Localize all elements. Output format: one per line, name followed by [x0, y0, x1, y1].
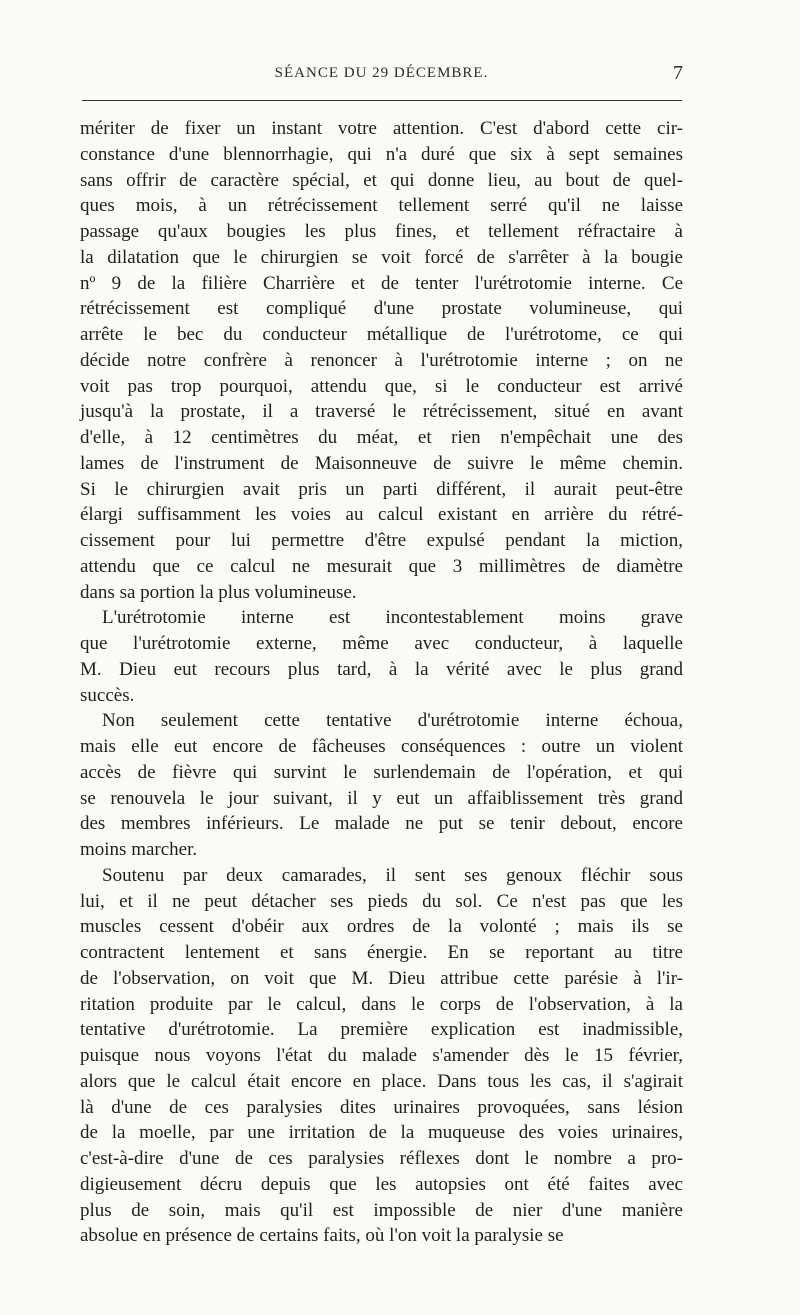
running-title: SÉANCE DU 29 DÉCEMBRE.: [274, 65, 489, 81]
header-rule: [82, 100, 682, 101]
text-line: que l'urétrotomie externe, même avec conducteur, à laquelle: [80, 633, 683, 654]
text-line: décide notre confrère à renoncer à l'urétrotomie interne ; on ne: [80, 349, 683, 371]
text-line: constance d'une blennorrhagie, qui n'a duré que six à sept semaines: [80, 143, 683, 165]
text-line: la dilatation que le chirurgien se voit forcé de s'arrêter à la bougie: [80, 246, 683, 268]
text-line: lames de l'instrument de Maisonneuve de suivre le même chemin.: [80, 452, 683, 474]
text-line: contractent lentement et sans énergie. En se reportant au titre: [80, 942, 683, 963]
text-line: succès.: [80, 684, 135, 706]
text-line: plus de soin, mais qu'il est impossible de nier d'une manière: [80, 1199, 683, 1221]
text-line: tentative d'urétrotomie. La première explication est inadmissible,: [80, 1019, 683, 1041]
text-line: voit pas trop pourquoi, attendu que, si le conducteur est arrivé: [80, 375, 683, 397]
text-line: de la moelle, par une irritation de la muqueuse des voies urinaires,: [80, 1122, 683, 1144]
text-line: se renouvela le jour suivant, il y eut un affaiblissement très grand: [80, 787, 683, 809]
text-line: Non seulement cette tentative d'urétrotomie interne échoua,: [102, 710, 683, 732]
text-line: moins marcher.: [80, 839, 198, 860]
text-line: arrête le bec du conducteur métallique de l'urétrotome, ce qui: [80, 324, 683, 345]
paragraph: [80, 605, 683, 708]
text-line: Si le chirurgien avait pris un parti différent, il aurait peut-être: [80, 478, 683, 500]
text-line: sans offrir de caractère spécial, et qui donne lieu, au bout de quel-: [80, 169, 683, 191]
text-line: mériter de fixer un instant votre attention. C'est d'abord cette cir-: [80, 118, 683, 139]
text-line: rétrécissement est compliqué d'une prostate volumineuse, qui: [80, 298, 683, 320]
paragraph: [80, 863, 683, 1249]
text-line: attendu que ce calcul ne mesurait que 3 millimètres de diamètre: [80, 555, 683, 577]
body-text: [80, 116, 683, 1249]
text-line: alors que le calcul était encore en place. Dans tous les cas, il s'agirait: [80, 1070, 683, 1092]
text-line: accès de fièvre qui survint le surlendemain de l'opération, et qui: [80, 761, 683, 783]
text-line: muscles cessent d'obéir aux ordres de la volonté ; mais ils se: [80, 916, 683, 938]
text-line: absolue en présence de certains faits, où l'on voit la paralysie se: [80, 1225, 564, 1247]
text-line: Soutenu par deux camarades, il sent ses genoux fléchir sous: [102, 864, 683, 886]
text-line: c'est-à-dire d'une de ces paralysies réflexes dont le nombre a pro-: [80, 1148, 683, 1169]
text-line: ritation produite par le calcul, dans le corps de l'observation, à la: [80, 993, 683, 1015]
text-line: M. Dieu eut recours plus tard, à la vérité avec le plus grand: [80, 658, 683, 680]
paragraph: [80, 708, 683, 863]
text-line: cissement pour lui permettre d'être expulsé pendant la miction,: [80, 530, 683, 551]
text-line: mais elle eut encore de fâcheuses conséquences : outre un violent: [80, 736, 683, 757]
text-line: jusqu'à la prostate, il a traversé le rétrécissement, situé en avant: [80, 401, 683, 423]
text-line: ques mois, à un rétrécissement tellement serré qu'il ne laisse: [80, 195, 683, 217]
text-line: nº 9 de la filière Charrière et de tenter l'urétrotomie interne. Ce: [80, 272, 683, 294]
text-line: d'elle, à 12 centimètres du méat, et rien n'empêchait une des: [80, 427, 683, 448]
text-line: L'urétrotomie interne est incontestablement moins grave: [102, 607, 683, 629]
page-number: 7: [673, 62, 683, 84]
text-line: puisque nous voyons l'état du malade s'amender dès le 15 février,: [80, 1045, 683, 1066]
text-line: passage qu'aux bougies les plus fines, et tellement réfractaire à: [80, 221, 683, 242]
page-header: [80, 62, 683, 92]
text-line: digieusement décru depuis que les autopsies ont été faites avec: [80, 1173, 683, 1195]
text-line: élargi suffisamment les voies au calcul existant en arrière du rétré-: [80, 504, 683, 526]
text-line: de l'observation, on voit que M. Dieu attribue cette parésie à l'ir-: [80, 967, 683, 989]
text-line: lui, et il ne peut détacher ses pieds du sol. Ce n'est pas que les: [80, 890, 683, 912]
text-line: des membres inférieurs. Le malade ne put se tenir debout, encore: [80, 813, 683, 835]
text-line: dans sa portion la plus volumineuse.: [80, 581, 357, 603]
paragraph: [80, 116, 683, 605]
text-line: là d'une de ces paralysies dites urinaires provoquées, sans lésion: [80, 1096, 683, 1118]
